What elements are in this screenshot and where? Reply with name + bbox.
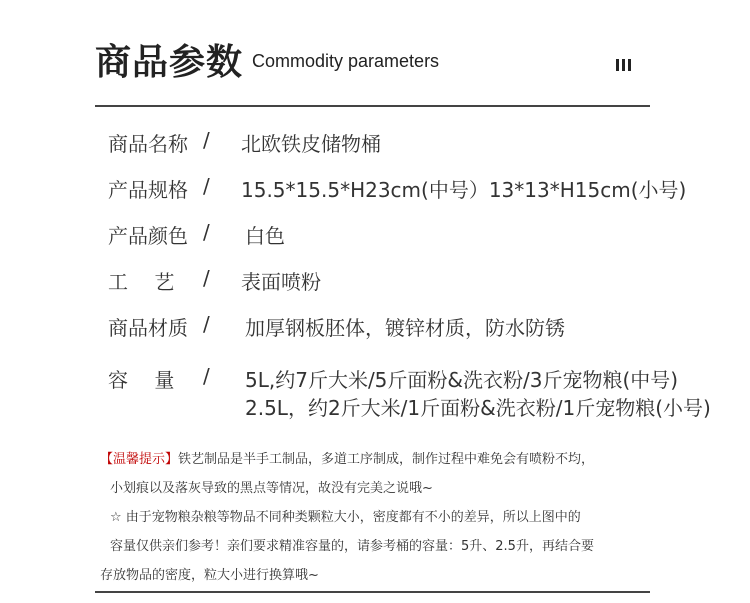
param-label: 产品颜色: [108, 224, 188, 248]
top-divider: [95, 105, 650, 107]
param-value: 加厚钢板胚体，镀锌材质，防水防锈: [245, 316, 565, 340]
param-slash: /: [203, 128, 210, 152]
param-value: 北欧铁皮储物桶: [241, 132, 381, 156]
note-line: 存放物品的密度，粒大小进行换算哦~: [100, 568, 319, 583]
bottom-divider: [95, 591, 650, 593]
param-value-secondary: 2.5L，约2斤大米/1斤面粉&洗衣粉/1斤宠物粮(小号): [245, 396, 711, 420]
note-line: 容量仅供亲们参考！亲们要求精准容量的，请参考桶的容量：5升、2.5升，再结合要: [110, 539, 594, 554]
page-title: 商品参数: [95, 42, 244, 83]
param-label: 商品名称: [108, 132, 188, 156]
param-value: 5L,约7斤大米/5斤面粉&洗衣粉/3斤宠物粮(中号): [245, 368, 679, 392]
param-slash: /: [203, 312, 210, 336]
note-line: [100, 445, 594, 474]
param-label: 产品规格: [108, 178, 188, 202]
page-subtitle: Commodity parameters: [252, 51, 440, 71]
menu-bars-icon: [616, 56, 636, 68]
param-slash: /: [203, 364, 210, 388]
tip-label: 【温馨提示】: [100, 452, 179, 467]
param-value: 白色: [245, 224, 285, 248]
notes-block: [100, 445, 594, 590]
param-slash: /: [203, 174, 210, 198]
note-line: 小划痕以及落灰导致的黑点等情况，故没有完美之说哦~: [110, 481, 433, 496]
note-line: ☆ 由于宠物粮杂粮等物品不同种类颗粒大小，密度都有不小的差异，所以上图中的: [110, 510, 581, 525]
param-value: 表面喷粉: [241, 270, 321, 294]
param-slash: /: [203, 220, 210, 244]
param-label: 商品材质: [108, 316, 188, 340]
param-value: 15.5*15.5*H23cm(中号）13*13*H15cm(小号): [241, 178, 687, 202]
param-label: 容 量: [108, 368, 175, 392]
param-label: 工 艺: [108, 270, 175, 294]
param-slash: /: [203, 266, 210, 290]
note-text: 铁艺制品是半手工制品，多道工序制成，制作过程中难免会有喷粉不均，: [178, 452, 595, 467]
